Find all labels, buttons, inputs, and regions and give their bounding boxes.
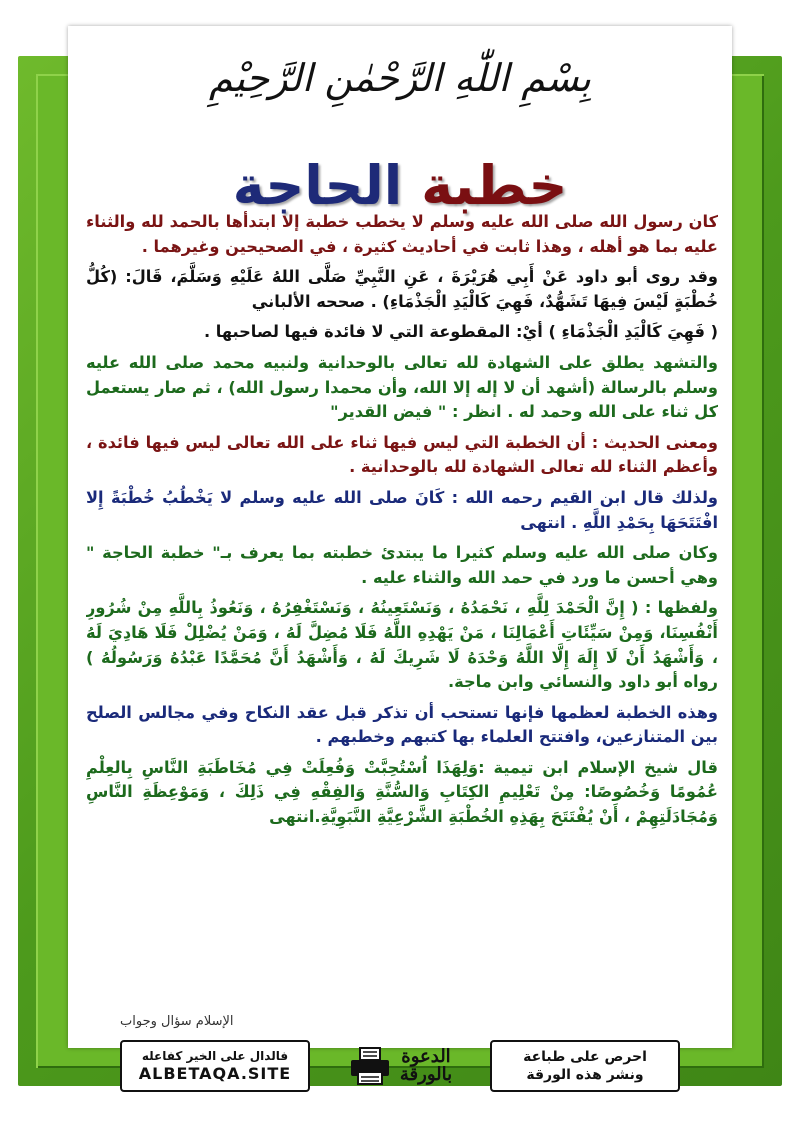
article-body bbox=[86, 210, 718, 1018]
paragraph-khutbah-alhajah: وكان صلى الله عليه وسلم كثيرا ما يبتدئ خطبته بما يعرف بـ" خطبة الحاجة " وهي أحسن ما ورد في حمد الله والثناء عليه . bbox=[86, 543, 718, 587]
footer-print-box bbox=[490, 1040, 680, 1092]
paragraph-meaning: ومعنى الحديث : أن الخطبة التي ليس فيها ثناء على الله تعالى ليس فيها فائدة ، وأعظم الثناء لله تعالى الشهادة لله بالوحدانية . bbox=[86, 432, 718, 477]
paragraph-ibn-taymiyyah: قال شيخ الإسلام ابن تيمية :وَلِهَذَا اُسْتُحِبَّتْ وَفُعِلَتْ فِي مُخَاطَبَةِ النَّاسِ بِالعِلْمِ عُمُومًا وَخُصُوصًا: مِنْ تَعْلِيمِ الكِتَابِ وَالسُّنَّةِ وَالفِقْهِ فِي ذَلِكَ ، وَمَوْعِظَةِ النَّاسِ وَمُجَادَلَتِهِمْ ، أَنْ يُفْتَتَحَ بِهَذِهِ الخُطْبَةِ الشَّرْعِيَّةِ النَّبَوِيَّةِ.انتهى bbox=[86, 757, 718, 827]
bismillah-text: بِسْمِ اللّٰهِ الرَّحْمٰنِ الرَّحِيْمِ bbox=[209, 56, 591, 100]
source-note: الإسلام سؤال وجواب bbox=[120, 1014, 234, 1029]
logo-word-dawah: الدعوة bbox=[401, 1046, 451, 1067]
paragraph-intro: كان رسول الله صلى الله عليه وسلم لا يخطب خطبة إلا ابتدأها بالحمد لله والثناء عليه بما هو أهله ، وهذا ثابت في أحاديث كثيرة ، في الصحيحين وغيرهما . bbox=[86, 212, 718, 256]
logo-word-bilwaraqah: بالورقة bbox=[399, 1064, 453, 1085]
paragraph-ibn-alqayyim: ولذلك قال ابن القيم رحمه الله : كَانَ صلى الله عليه وسلم لا يَخْطُبُ خُطْبَةً إِلا افْتَتَحَهَا بِحَمْدِ اللَّهِ . انتهى bbox=[86, 487, 718, 532]
footer-site-link[interactable]: ALBETAQA.SITE bbox=[138, 1064, 292, 1083]
footer-bar bbox=[120, 1040, 680, 1092]
footer-site-box bbox=[120, 1040, 310, 1092]
footer-logo bbox=[325, 1040, 475, 1092]
logo-wordmark bbox=[400, 1048, 452, 1084]
footer-print-line1: احرص على طباعة bbox=[523, 1049, 647, 1065]
title-word-khutbah: خطبة bbox=[421, 154, 568, 217]
paragraph-tashahhud: والتشهد يطلق على الشهادة لله تعالى بالوحدانية ولنبيه محمد صلى الله عليه وسلم بالرسالة (أشهد أن لا إله إلا الله، وأن محمدا رسول الله) ، ثم صار يستعمل كل ثناء على الله وحمد له . انظر : " فيض القدير" bbox=[86, 352, 718, 422]
bismillah-calligraphy bbox=[68, 32, 732, 124]
title-word-alhajah: الحاجة bbox=[232, 154, 403, 217]
paragraph-wording: ولفظها : ( إِنَّ الْحَمْدَ لِلَّهِ ، نَحْمَدُهُ ، وَنَسْتَعِينُهُ ، وَنَسْتَغْفِرُهُ ، وَنَعُوذُ بِاللَّهِ مِنْ شُرُورِ أَنْفُسِنَا، وَمِنْ سَيِّئَاتِ أَعْمَالِنَا ، مَنْ يَهْدِهِ اللَّهُ فَلَا مُضِلَّ لَهُ ، وَمَنْ يُضْلِلْ فَلَا هَادِيَ لَهُ ، وَأَشْهَدُ أَنْ لَا إِلَهَ إِلَّا اللَّهُ وَحْدَهُ لَا شَرِيكَ لَهُ ، وَأَشْهَدُ أَنَّ مُحَمَّدًا عَبْدُهُ وَرَسُولُهُ ) رواه أبو داود والنسائي وابن ماجة. bbox=[86, 598, 718, 692]
footer-motto: فالدال على الخير كفاعله bbox=[141, 1049, 289, 1063]
printer-icon bbox=[348, 1046, 392, 1086]
paragraph-explanation: ( فَهِيَ كَالْيَدِ الْجَذْمَاءِ ) أيْ: المقطوعة التي لا فائدة فيها لصاحبها . bbox=[203, 322, 718, 342]
paragraph-hadith: وقد روى أبو داود عَنْ أَبِي هُرَيْرَةَ ، عَنِ النَّبِيِّ صَلَّى اللهُ عَلَيْهِ وَسَلَّمَ، قَالَ: (كُلُّ خُطْبَةٍ لَيْسَ فِيهَا تَشَهُّدٌ، فَهِيَ كَالْيَدِ الْجَذْمَاءِ) . صححه الألباني bbox=[86, 267, 718, 311]
footer-print-line2: ونشر هذه الورقة bbox=[526, 1067, 644, 1083]
paragraph-usage: وهذه الخطبة لعظمها فإنها تستحب أن تذكر قبل عقد النكاح وفي مجالس الصلح بين المتنازعين، وافتتح العلماء بها كتبهم وخطبهم . bbox=[86, 702, 718, 747]
